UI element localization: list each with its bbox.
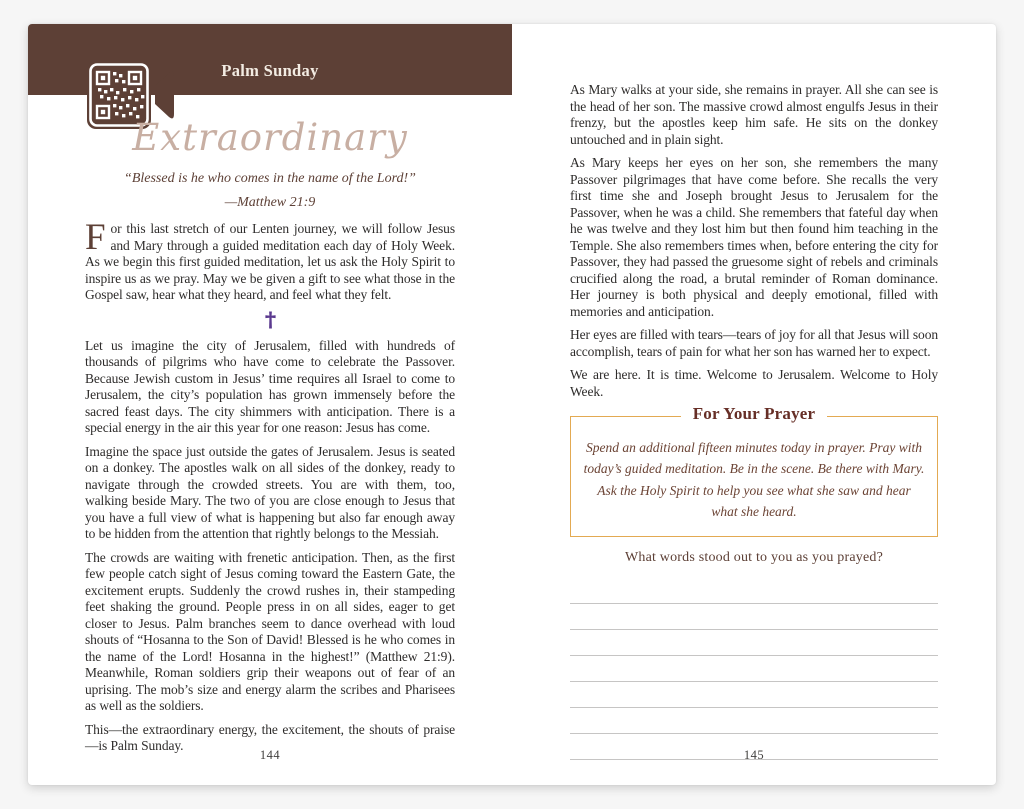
left-paragraph-list bbox=[85, 338, 455, 755]
ruled-line bbox=[570, 630, 938, 656]
meditation-title: Extraordinary bbox=[132, 116, 408, 159]
prayer-heading-wrap bbox=[570, 406, 938, 424]
page-number-right: 145 bbox=[743, 748, 765, 762]
scripture-quote-block bbox=[85, 171, 455, 212]
journal-prompt: What words stood out to you as you prayed? bbox=[624, 550, 884, 566]
drop-cap: F bbox=[85, 217, 106, 258]
ruled-line bbox=[570, 604, 938, 630]
body-paragraph: As Mary walks at your side, she remains in prayer. All she can see is the head of her son. The massive crowd almost engulfs Jesus in their frenzy, but the apostles keep him safe. He sits on the donkey untouched and in plain sight. bbox=[570, 82, 938, 147]
ruled-line bbox=[570, 656, 938, 682]
opening-paragraph-text: or this last stretch of our Lenten journey, we will follow Jesus and Mary through a guided meditation each day of Holy Week. As we begin this first guided meditation, let us ask the Holy Spirit to inspire us as we pray. May we be given a gift to see what those in the Gospel saw, hear what they heard, and feel what they felt. bbox=[85, 221, 455, 302]
book-spread bbox=[28, 24, 996, 785]
right-page bbox=[512, 24, 996, 785]
body-paragraph: We are here. It is time. Welcome to Jerusalem. Welcome to Holy Week. bbox=[570, 367, 938, 399]
left-page-body bbox=[85, 217, 455, 762]
prayer-section bbox=[570, 404, 938, 537]
scripture-attribution: —Matthew 21:9 bbox=[224, 194, 316, 210]
left-page bbox=[28, 24, 512, 785]
body-paragraph: As Mary keeps her eyes on her son, she remembers the many Passover pilgrimages that have come before. She recalls the very first time she and Joseph brought Jesus to Jerusalem for the Passover, when he was a child. She remembers that fateful day when he was twelve and they lost him but then found him teaching in the Temple. She also remembers times when, before entering the city for Passover, they had passed the gruesome sight of rebels and criminals crucified along the road, a brutal reminder of Roman dominance. Her journey is both physical and deeply emotional, filled with memories and anticipation. bbox=[570, 155, 938, 319]
opening-paragraph bbox=[85, 217, 455, 304]
body-paragraph: The crowds are waiting with frenetic anticipation. Then, as the first few people catch sight of Jesus coming toward the Eastern Gate, the excitement erupts. Suddenly the crowd rushes in, their stampeding feet shaking the ground. People press in on all sides, eager to get closer to Jesus. Palm branches seem to dance overhead with loud shouts of “Hosanna to the Son of David! Blessed is he who comes in the name of the Lord! Hosanna in the highest!” (Matthew 21:9). Meanwhile, Roman soldiers grip their weapons out of fear of an uprising. The mob’s size and energy alarm the scribes and Pharisees as well as the soldiers. bbox=[85, 549, 455, 713]
prayer-box: Spend an additional fifteen minutes today in prayer. Pray with today’s guided meditation. Be in the scene. Be there with Mary. Ask the Holy Spirit to help you see what she saw and hear what she heard. bbox=[570, 416, 938, 537]
scripture-quote: “Blessed is he who comes in the name of the Lord!” bbox=[124, 171, 416, 186]
prayer-heading: For Your Prayer bbox=[681, 404, 828, 423]
body-paragraph: Let us imagine the city of Jerusalem, filled with hundreds of thousands of pilgrims who have come to celebrate the Passover. Because Jewish custom in Jesus’ time requires all Israel to come to Jerusalem, the city’s population has grown immensely before the sacred feast days. The city shimmers with anticipation. There is a special energy in the air this year for one reason: Jesus has come. bbox=[85, 337, 455, 435]
ruled-line bbox=[570, 578, 938, 604]
body-paragraph: This—the extraordinary energy, the excitement, the shouts of praise—is Palm Sunday. bbox=[85, 721, 455, 753]
body-paragraph: Imagine the space just outside the gates of Jerusalem. Jesus is seated on a donkey. The apostles walk on all sides of the donkey, ready to navigate through the crowded streets. You are with them, too, walking beside Mary. The two of you are close enough to Jesus that you have a full view of what is happening but also far enough away to be hidden from the attention that rightly belongs to the Messiah. bbox=[85, 443, 455, 541]
body-paragraph: Her eyes are filled with tears—tears of joy for all that Jesus will soon accomplish, tears of pain for what her son has warned her to expect. bbox=[570, 327, 938, 359]
ruled-line bbox=[570, 708, 938, 734]
page-number-left: 144 bbox=[259, 748, 281, 762]
latin-cross-icon bbox=[85, 311, 455, 329]
ruled-line bbox=[570, 682, 938, 708]
right-page-body bbox=[570, 82, 938, 785]
ruled-line bbox=[570, 760, 938, 785]
right-paragraph-list bbox=[570, 82, 938, 400]
chapter-title: Palm Sunday bbox=[221, 61, 319, 80]
